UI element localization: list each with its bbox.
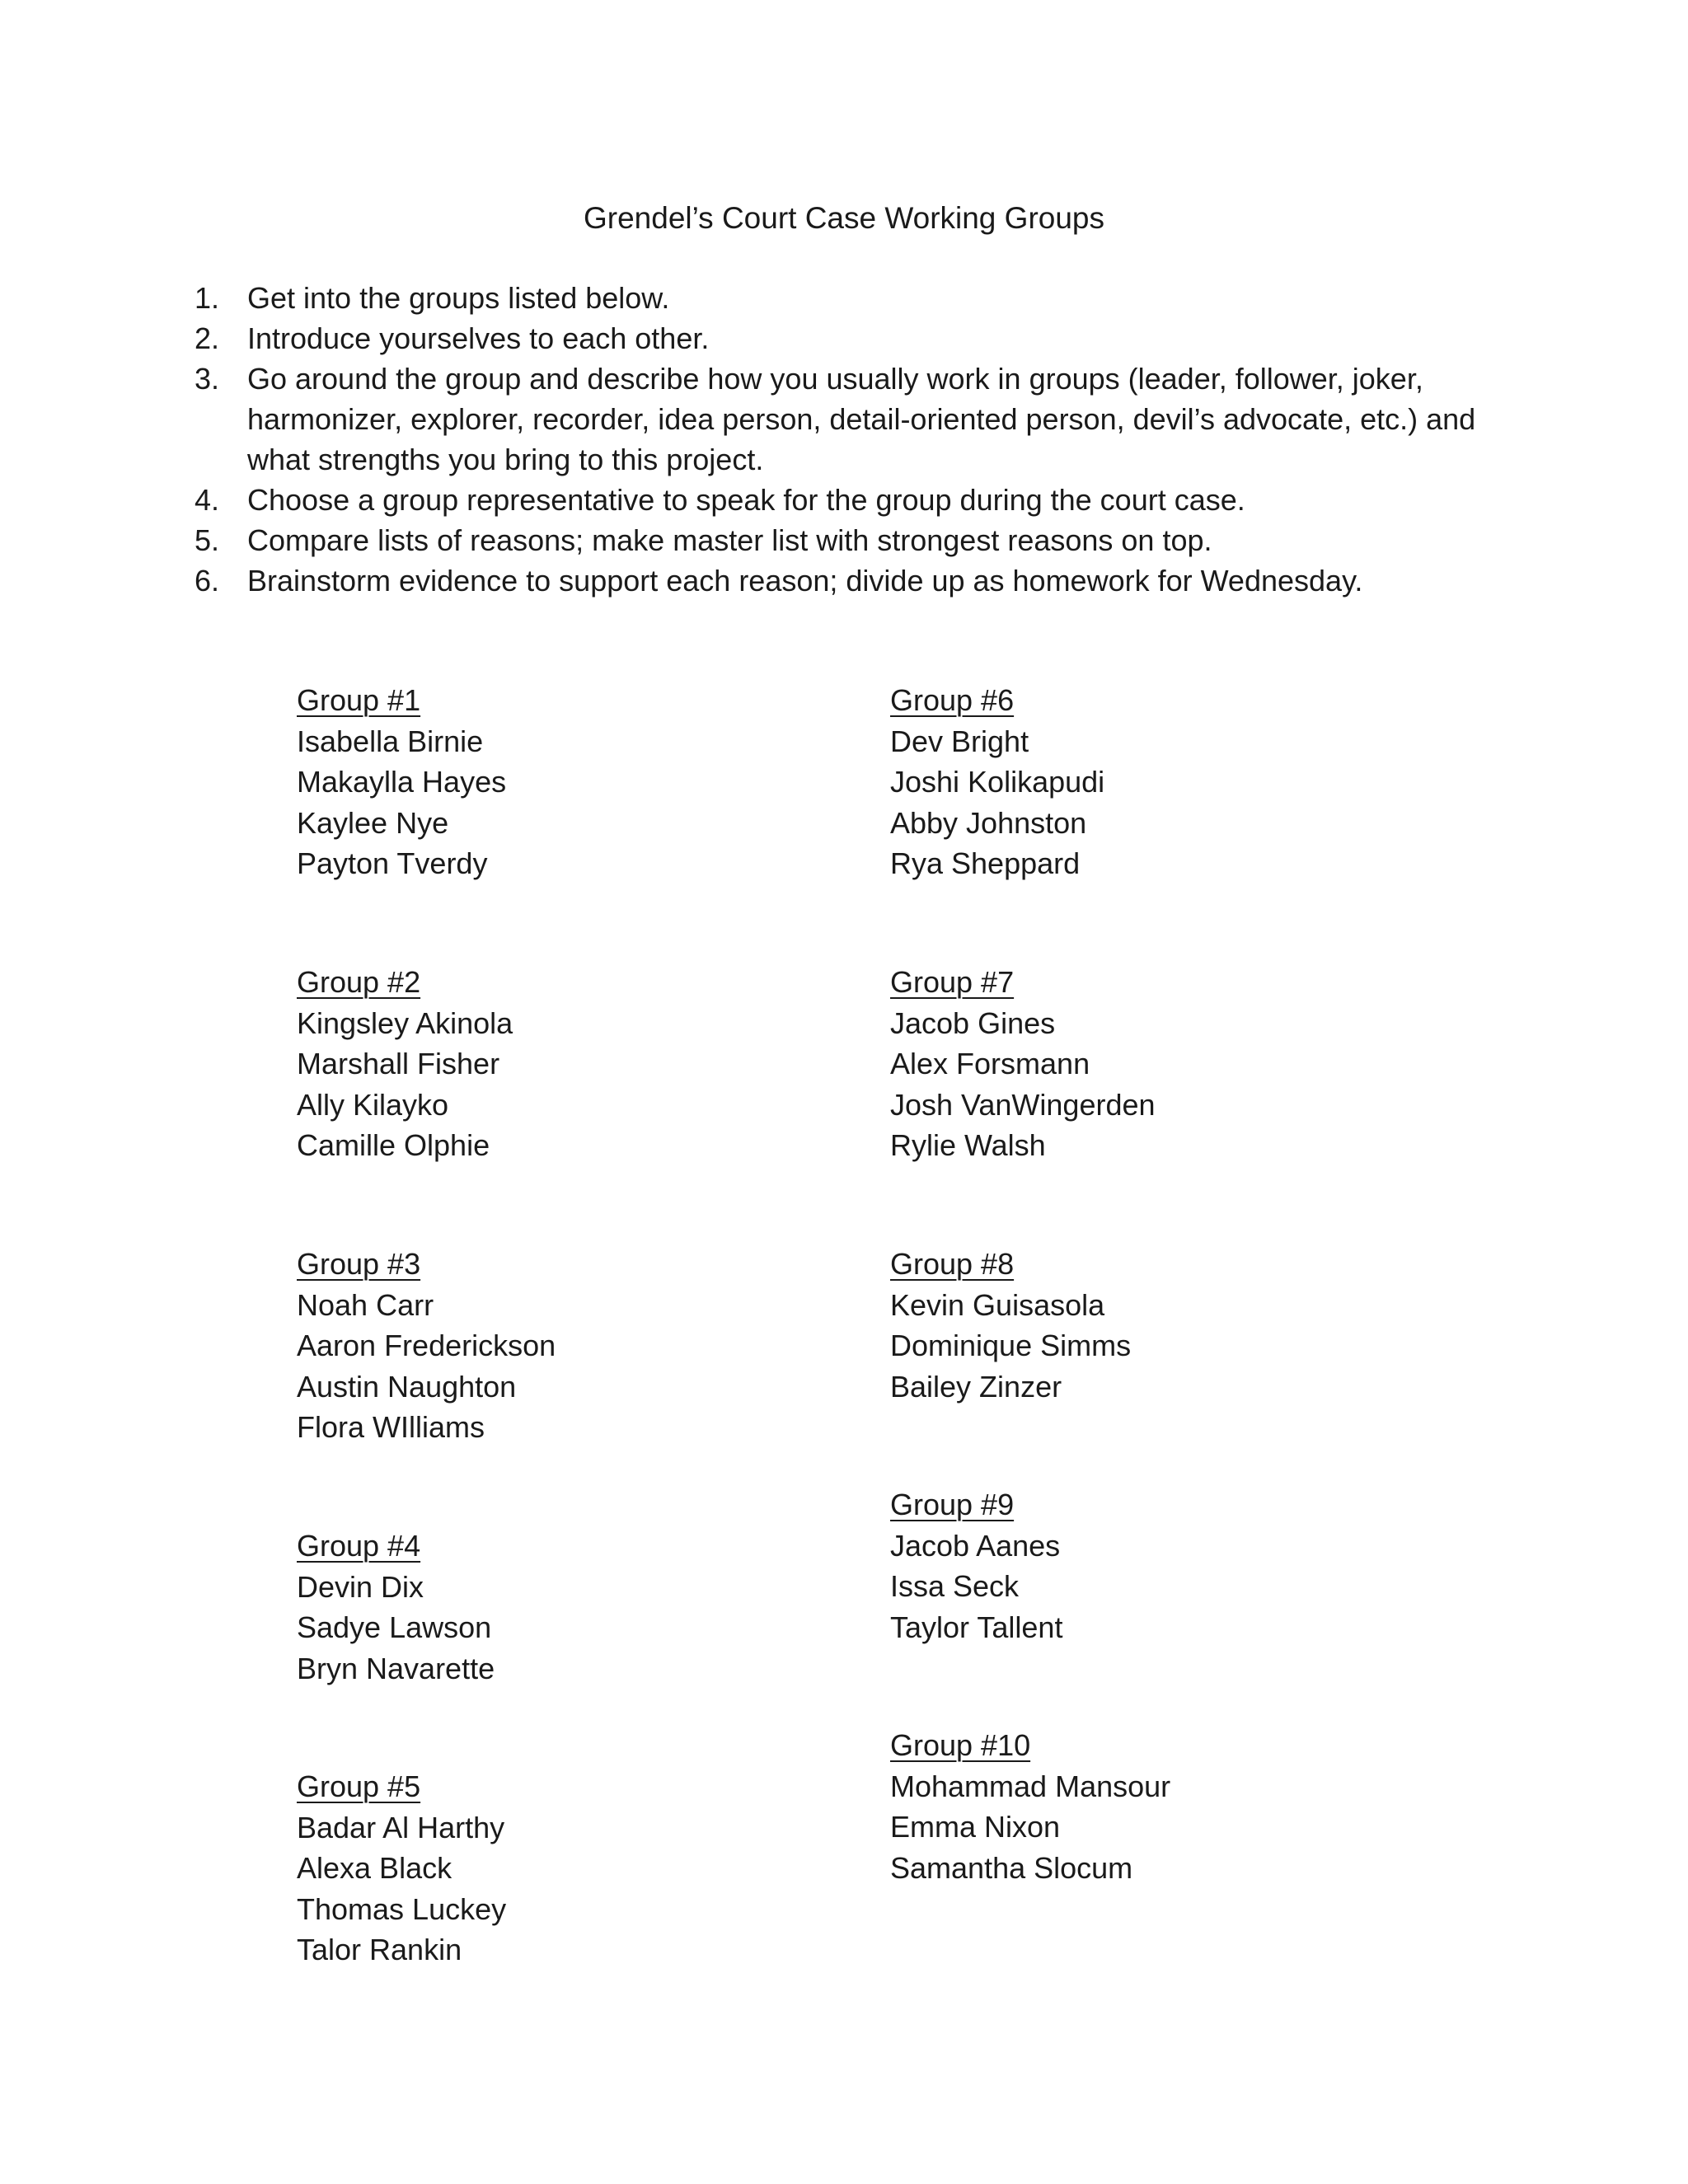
- group-member: Alex Forsmann: [890, 1047, 1090, 1080]
- step-text: Go around the group and describe how you usually work in groups (leader, follower, joker, harmonizer, explorer, recorder, idea person, detail-oriented person, devil’s advocate, etc.) and what strengths you bring to this project.: [247, 362, 1476, 476]
- group-member: Abby Johnston: [890, 805, 1087, 840]
- group-1-block: [297, 680, 506, 884]
- step-number: 6.: [195, 564, 220, 598]
- page-title: Grendel’s Court Case Working Groups: [583, 201, 1105, 235]
- group-heading: Group #2: [297, 965, 421, 999]
- step-text: Compare lists of reasons; make master list with strongest reasons on top.: [247, 523, 1212, 557]
- group-member: Samantha Slocum: [890, 1850, 1133, 1885]
- step-number: 2.: [195, 321, 220, 355]
- group-member: Emma Nixon: [890, 1810, 1061, 1844]
- step-text: Brainstorm evidence to support each reason; divide up as homework for Wednesday.: [247, 564, 1363, 598]
- group-heading: Group #9: [890, 1488, 1015, 1521]
- instruction-step: [195, 480, 1480, 520]
- group-6-block: [890, 680, 1104, 884]
- group-member: Alexa Black: [297, 1851, 452, 1885]
- group-member: Camille Olphie: [297, 1128, 490, 1162]
- group-heading: Group #7: [890, 965, 1015, 999]
- group-member: Issa Seck: [890, 1569, 1020, 1603]
- group-member: Noah Carr: [297, 1287, 434, 1322]
- group-heading: Group #1: [297, 683, 421, 717]
- group-member: Isabella Birnie: [297, 724, 484, 758]
- step-text: Choose a group representative to speak for the group during the court case.: [247, 483, 1245, 517]
- group-member: Sadye Lawson: [297, 1610, 492, 1644]
- group-heading: Group #8: [890, 1247, 1015, 1281]
- group-member: Talor Rankin: [297, 1933, 462, 1966]
- group-member: Rylie Walsh: [890, 1128, 1046, 1162]
- step-number: 4.: [195, 483, 220, 517]
- group-member: Bailey Zinzer: [890, 1369, 1062, 1404]
- group-2-block: [297, 962, 513, 1166]
- step-number: 5.: [195, 523, 220, 557]
- step-text: Introduce yourselves to each other.: [247, 321, 710, 355]
- group-member: Mohammad Mansour: [890, 1769, 1171, 1803]
- group-8-block: [890, 1244, 1131, 1407]
- group-member: Rya Sheppard: [890, 846, 1081, 880]
- step-text: Get into the groups listed below.: [247, 281, 670, 315]
- group-member: Makaylla Hayes: [297, 765, 507, 799]
- group-heading: Group #10: [890, 1728, 1031, 1762]
- group-4-block: [297, 1526, 495, 1689]
- group-member: Aaron Frederickson: [297, 1329, 556, 1362]
- step-number: 3.: [195, 362, 220, 396]
- group-member: Kevin Guisasola: [890, 1287, 1105, 1322]
- group-member: Jacob Aanes: [890, 1528, 1061, 1563]
- instruction-step: [195, 520, 1480, 560]
- group-7-block: [890, 962, 1156, 1166]
- group-member: Austin Naughton: [297, 1369, 517, 1404]
- group-9-block: [890, 1484, 1062, 1647]
- group-member: Ally Kilayko: [297, 1087, 449, 1122]
- group-member: Badar Al Harthy: [297, 1810, 505, 1844]
- instruction-step: [195, 278, 1480, 318]
- group-heading: Group #4: [297, 1529, 421, 1563]
- group-member: Marshall Fisher: [297, 1047, 500, 1080]
- instruction-step: [195, 560, 1480, 601]
- group-member: Payton Tverdy: [297, 846, 488, 880]
- instruction-step: [195, 359, 1480, 480]
- group-member: Flora WIlliams: [297, 1410, 485, 1444]
- group-member: Devin Dix: [297, 1569, 424, 1604]
- group-member: Bryn Navarette: [297, 1651, 495, 1685]
- group-member: Thomas Luckey: [297, 1891, 507, 1926]
- instruction-step: [195, 318, 1480, 359]
- group-member: Joshi Kolikapudi: [890, 765, 1105, 799]
- group-member: Taylor Tallent: [890, 1610, 1063, 1644]
- group-member: Dev Bright: [890, 724, 1029, 758]
- group-member: Jacob Gines: [890, 1005, 1056, 1040]
- group-member: Kaylee Nye: [297, 805, 449, 840]
- group-member: Josh VanWingerden: [890, 1087, 1156, 1122]
- group-member: Dominique Simms: [890, 1329, 1132, 1362]
- group-10-block: [890, 1725, 1170, 1888]
- group-5-block: [297, 1766, 506, 1971]
- group-heading: Group #3: [297, 1247, 421, 1281]
- group-heading: Group #5: [297, 1769, 421, 1803]
- group-3-block: [297, 1244, 556, 1448]
- group-heading: Group #6: [890, 683, 1015, 717]
- group-member: Kingsley Akinola: [297, 1005, 513, 1040]
- instruction-list: [195, 278, 1480, 601]
- step-number: 1.: [195, 281, 220, 315]
